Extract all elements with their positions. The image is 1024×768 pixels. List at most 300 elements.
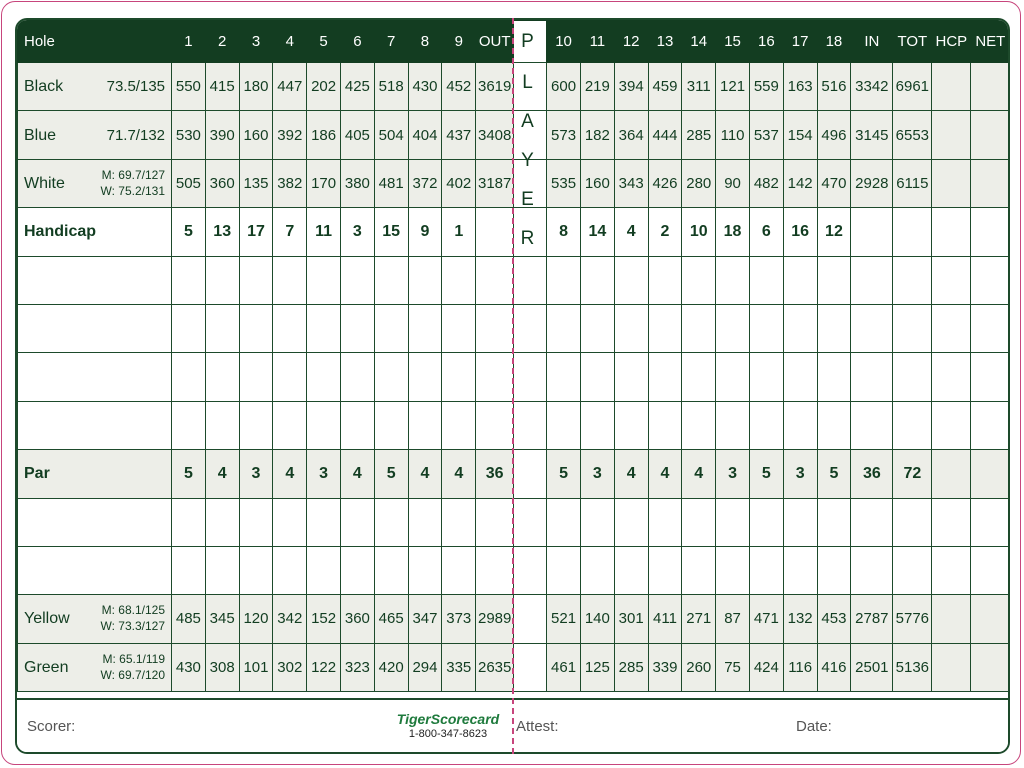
yardage-cell: 550 bbox=[172, 62, 206, 111]
yardage-cell: 453 bbox=[817, 595, 851, 643]
score-cell[interactable] bbox=[851, 498, 893, 546]
yardage-cell: 280 bbox=[682, 159, 716, 207]
hcp-cell[interactable] bbox=[932, 111, 971, 159]
score-cell[interactable] bbox=[408, 304, 442, 352]
yardage-cell: 559 bbox=[749, 62, 783, 111]
yardage-cell: 160 bbox=[239, 111, 273, 159]
score-cell[interactable] bbox=[783, 304, 817, 352]
score-cell[interactable] bbox=[932, 304, 971, 352]
score-cell[interactable] bbox=[932, 401, 971, 449]
score-cell[interactable] bbox=[205, 401, 239, 449]
player-name-cell[interactable] bbox=[18, 546, 172, 594]
score-cell[interactable] bbox=[172, 304, 206, 352]
score-cell[interactable] bbox=[749, 401, 783, 449]
score-cell[interactable] bbox=[476, 498, 514, 546]
score-cell[interactable] bbox=[205, 498, 239, 546]
par-label: Par bbox=[18, 450, 172, 498]
score-cell[interactable] bbox=[273, 401, 307, 449]
yardage-cell: 271 bbox=[682, 595, 716, 643]
score-cell[interactable] bbox=[648, 546, 682, 594]
score-cell[interactable] bbox=[307, 546, 341, 594]
hcp-label: HCP bbox=[932, 21, 971, 63]
par-cell: 5 bbox=[749, 450, 783, 498]
yardage-cell: 430 bbox=[172, 643, 206, 691]
score-cell[interactable] bbox=[716, 256, 750, 304]
tee-label bbox=[18, 159, 172, 207]
yardage-cell: 294 bbox=[408, 643, 442, 691]
par-cell: 5 bbox=[172, 450, 206, 498]
yardage-cell: 382 bbox=[273, 159, 307, 207]
score-cell[interactable] bbox=[476, 304, 514, 352]
score-cell[interactable] bbox=[374, 304, 408, 352]
score-cell[interactable] bbox=[783, 353, 817, 401]
par-cell: 5 bbox=[817, 450, 851, 498]
score-cell[interactable] bbox=[971, 498, 1010, 546]
hole-number: 16 bbox=[749, 21, 783, 63]
player-name-cell[interactable] bbox=[18, 256, 172, 304]
score-cell[interactable] bbox=[205, 546, 239, 594]
score-cell[interactable] bbox=[648, 304, 682, 352]
score-cell[interactable] bbox=[374, 256, 408, 304]
score-cell[interactable] bbox=[476, 353, 514, 401]
yardage-cell: 470 bbox=[817, 159, 851, 207]
yardage-cell: 116 bbox=[783, 643, 817, 691]
score-cell[interactable] bbox=[749, 256, 783, 304]
yardage-cell: 339 bbox=[648, 643, 682, 691]
tee-label bbox=[18, 62, 172, 111]
score-cell[interactable] bbox=[716, 546, 750, 594]
score-cell[interactable] bbox=[340, 256, 374, 304]
score-cell[interactable] bbox=[172, 353, 206, 401]
score-cell[interactable] bbox=[442, 401, 476, 449]
score-cell[interactable] bbox=[172, 401, 206, 449]
in-yardage: 2787 bbox=[851, 595, 893, 643]
hcp-cell[interactable] bbox=[932, 159, 971, 207]
hole-number: 9 bbox=[442, 21, 476, 63]
score-cell[interactable] bbox=[273, 498, 307, 546]
yardage-cell: 485 bbox=[172, 595, 206, 643]
yardage-cell: 360 bbox=[205, 159, 239, 207]
score-cell[interactable] bbox=[408, 401, 442, 449]
in-yardage: 2928 bbox=[851, 159, 893, 207]
score-cell[interactable] bbox=[648, 498, 682, 546]
total-yardage: 6115 bbox=[893, 159, 932, 207]
out-yardage: 3619 bbox=[476, 62, 514, 111]
handicap-cell: 9 bbox=[408, 208, 442, 256]
yardage-cell: 182 bbox=[580, 111, 614, 159]
score-cell[interactable] bbox=[716, 353, 750, 401]
yardage-cell: 573 bbox=[547, 111, 581, 159]
attest-label: Attest: bbox=[516, 718, 559, 735]
score-cell[interactable] bbox=[893, 498, 932, 546]
player-column bbox=[514, 643, 547, 691]
score-cell[interactable] bbox=[682, 498, 716, 546]
score-cell[interactable] bbox=[307, 304, 341, 352]
score-cell[interactable] bbox=[893, 353, 932, 401]
handicap-cell: 7 bbox=[273, 208, 307, 256]
rating-slope: W: 69.7/120 bbox=[100, 667, 165, 682]
score-cell[interactable] bbox=[971, 353, 1010, 401]
par-cell: 5 bbox=[547, 450, 581, 498]
handicap-cell: 5 bbox=[172, 208, 206, 256]
net-cell[interactable] bbox=[971, 595, 1010, 643]
yardage-cell: 380 bbox=[340, 159, 374, 207]
hole-number: 10 bbox=[547, 21, 581, 63]
handicap-cell: 11 bbox=[307, 208, 341, 256]
score-cell[interactable] bbox=[307, 498, 341, 546]
net-cell[interactable] bbox=[971, 450, 1010, 498]
date-label: Date: bbox=[796, 718, 832, 735]
in-yardage: 2501 bbox=[851, 643, 893, 691]
score-cell[interactable] bbox=[239, 304, 273, 352]
rating-slope: W: 75.2/131 bbox=[100, 183, 165, 198]
par-cell: 3 bbox=[239, 450, 273, 498]
score-cell[interactable] bbox=[648, 256, 682, 304]
yardage-cell: 87 bbox=[716, 595, 750, 643]
score-cell[interactable] bbox=[614, 546, 648, 594]
score-cell[interactable] bbox=[205, 256, 239, 304]
out-label: OUT bbox=[476, 21, 514, 63]
yardage-cell: 411 bbox=[648, 595, 682, 643]
tee-name: White bbox=[24, 174, 65, 192]
score-cell[interactable] bbox=[547, 353, 581, 401]
score-cell[interactable] bbox=[340, 498, 374, 546]
score-cell[interactable] bbox=[971, 256, 1010, 304]
score-cell[interactable] bbox=[547, 256, 581, 304]
yardage-cell: 459 bbox=[648, 62, 682, 111]
par-cell: 4 bbox=[442, 450, 476, 498]
rating-slope: 73.5/135 bbox=[106, 78, 165, 96]
yardage-cell: 135 bbox=[239, 159, 273, 207]
score-cell[interactable] bbox=[749, 498, 783, 546]
score-cell[interactable] bbox=[817, 304, 851, 352]
score-cell[interactable] bbox=[239, 498, 273, 546]
player-column bbox=[514, 595, 547, 643]
yardage-cell: 301 bbox=[614, 595, 648, 643]
score-cell[interactable] bbox=[682, 546, 716, 594]
score-cell[interactable] bbox=[749, 546, 783, 594]
handicap-cell: 2 bbox=[648, 208, 682, 256]
score-cell[interactable] bbox=[172, 498, 206, 546]
handicap-cell: 3 bbox=[340, 208, 374, 256]
score-cell[interactable] bbox=[851, 256, 893, 304]
par-cell: 4 bbox=[648, 450, 682, 498]
yardage-cell: 425 bbox=[340, 62, 374, 111]
score-cell[interactable] bbox=[893, 304, 932, 352]
score-cell[interactable] bbox=[273, 304, 307, 352]
in-label: IN bbox=[851, 21, 893, 63]
score-cell[interactable] bbox=[614, 304, 648, 352]
hole-number: 17 bbox=[783, 21, 817, 63]
par-out: 36 bbox=[476, 450, 514, 498]
score-cell[interactable] bbox=[971, 546, 1010, 594]
handicap-cell: 18 bbox=[716, 208, 750, 256]
score-cell[interactable] bbox=[817, 353, 851, 401]
yardage-cell: 364 bbox=[614, 111, 648, 159]
par-cell: 3 bbox=[783, 450, 817, 498]
score-cell[interactable] bbox=[205, 353, 239, 401]
score-cell[interactable] bbox=[614, 353, 648, 401]
score-cell[interactable] bbox=[307, 256, 341, 304]
player-letter: L bbox=[522, 72, 533, 93]
yardage-cell: 302 bbox=[273, 643, 307, 691]
yardage-cell: 342 bbox=[273, 595, 307, 643]
hole-number: 11 bbox=[580, 21, 614, 63]
tot-label: TOT bbox=[893, 21, 932, 63]
score-cell[interactable] bbox=[273, 353, 307, 401]
score-cell[interactable] bbox=[614, 256, 648, 304]
hole-number: 12 bbox=[614, 21, 648, 63]
score-cell[interactable] bbox=[817, 498, 851, 546]
score-cell[interactable] bbox=[851, 401, 893, 449]
score-cell[interactable] bbox=[442, 546, 476, 594]
hole-number: 1 bbox=[172, 21, 206, 63]
score-cell[interactable] bbox=[547, 498, 581, 546]
par-cell: 3 bbox=[580, 450, 614, 498]
rating-slope: W: 73.3/127 bbox=[100, 619, 165, 634]
yardage-cell: 373 bbox=[442, 595, 476, 643]
handicap-cell: 16 bbox=[783, 208, 817, 256]
player-letter: P bbox=[521, 31, 534, 52]
tee-label bbox=[18, 595, 172, 643]
score-cell[interactable] bbox=[374, 401, 408, 449]
hole-number: 15 bbox=[716, 21, 750, 63]
score-cell[interactable] bbox=[716, 401, 750, 449]
par-tot: 72 bbox=[893, 450, 932, 498]
score-cell[interactable] bbox=[580, 256, 614, 304]
blank-cell bbox=[893, 208, 932, 256]
score-cell[interactable] bbox=[971, 304, 1010, 352]
score-cell[interactable] bbox=[374, 353, 408, 401]
handicap-cell: 15 bbox=[374, 208, 408, 256]
yardage-cell: 132 bbox=[783, 595, 817, 643]
score-cell[interactable] bbox=[273, 546, 307, 594]
score-cell[interactable] bbox=[172, 256, 206, 304]
player-name-cell[interactable] bbox=[18, 401, 172, 449]
total-yardage: 5136 bbox=[893, 643, 932, 691]
yardage-cell: 482 bbox=[749, 159, 783, 207]
score-cell[interactable] bbox=[716, 498, 750, 546]
yardage-cell: 219 bbox=[580, 62, 614, 111]
handicap-cell: 8 bbox=[547, 208, 581, 256]
handicap-cell: 14 bbox=[580, 208, 614, 256]
score-cell[interactable] bbox=[783, 546, 817, 594]
score-cell[interactable] bbox=[971, 401, 1010, 449]
yardage-cell: 444 bbox=[648, 111, 682, 159]
score-cell[interactable] bbox=[893, 256, 932, 304]
yardage-cell: 285 bbox=[614, 643, 648, 691]
score-cell[interactable] bbox=[172, 546, 206, 594]
hole-label: Hole bbox=[18, 21, 172, 63]
net-cell[interactable] bbox=[971, 62, 1010, 111]
score-cell[interactable] bbox=[749, 304, 783, 352]
yardage-cell: 461 bbox=[547, 643, 581, 691]
score-cell[interactable] bbox=[442, 353, 476, 401]
tee-name: Blue bbox=[24, 126, 57, 144]
score-cell[interactable] bbox=[716, 304, 750, 352]
score-cell[interactable] bbox=[932, 353, 971, 401]
par-cell: 4 bbox=[340, 450, 374, 498]
score-cell[interactable] bbox=[374, 546, 408, 594]
score-cell[interactable] bbox=[442, 304, 476, 352]
score-cell[interactable] bbox=[547, 401, 581, 449]
score-cell[interactable] bbox=[580, 401, 614, 449]
score-cell[interactable] bbox=[239, 256, 273, 304]
yardage-cell: 323 bbox=[340, 643, 374, 691]
yardage-cell: 140 bbox=[580, 595, 614, 643]
player-name-cell[interactable] bbox=[18, 304, 172, 352]
score-cell[interactable] bbox=[682, 256, 716, 304]
yardage-cell: 347 bbox=[408, 595, 442, 643]
score-cell[interactable] bbox=[893, 546, 932, 594]
score-cell[interactable] bbox=[239, 546, 273, 594]
net-cell[interactable] bbox=[971, 111, 1010, 159]
score-cell[interactable] bbox=[851, 546, 893, 594]
score-cell[interactable] bbox=[408, 256, 442, 304]
par-in: 36 bbox=[851, 450, 893, 498]
score-cell[interactable] bbox=[340, 401, 374, 449]
net-cell[interactable] bbox=[971, 159, 1010, 207]
player-column bbox=[514, 498, 547, 546]
tee-name: Black bbox=[24, 78, 64, 96]
hcp-cell[interactable] bbox=[932, 643, 971, 691]
hole-number: 18 bbox=[817, 21, 851, 63]
score-cell[interactable] bbox=[340, 546, 374, 594]
score-cell[interactable] bbox=[340, 353, 374, 401]
yardage-cell: 430 bbox=[408, 62, 442, 111]
in-yardage: 3342 bbox=[851, 62, 893, 111]
tee-label bbox=[18, 643, 172, 691]
yardage-cell: 142 bbox=[783, 159, 817, 207]
handicap-cell: 1 bbox=[442, 208, 476, 256]
out-yardage: 3408 bbox=[476, 111, 514, 159]
yardage-cell: 372 bbox=[408, 159, 442, 207]
score-cell[interactable] bbox=[580, 546, 614, 594]
score-cell[interactable] bbox=[749, 353, 783, 401]
score-cell[interactable] bbox=[682, 304, 716, 352]
yardage-cell: 452 bbox=[442, 62, 476, 111]
out-yardage: 2635 bbox=[476, 643, 514, 691]
handicap-cell: 12 bbox=[817, 208, 851, 256]
score-cell[interactable] bbox=[476, 401, 514, 449]
score-cell[interactable] bbox=[932, 546, 971, 594]
rating-slope: 71.7/132 bbox=[106, 126, 165, 144]
total-yardage: 5776 bbox=[893, 595, 932, 643]
score-cell[interactable] bbox=[580, 353, 614, 401]
score-cell[interactable] bbox=[442, 256, 476, 304]
yardage-cell: 504 bbox=[374, 111, 408, 159]
score-cell[interactable] bbox=[580, 304, 614, 352]
yardage-cell: 447 bbox=[273, 62, 307, 111]
out-yardage: 3187 bbox=[476, 159, 514, 207]
yardage-cell: 404 bbox=[408, 111, 442, 159]
score-cell[interactable] bbox=[893, 401, 932, 449]
yardage-cell: 521 bbox=[547, 595, 581, 643]
player-letter: E bbox=[521, 189, 534, 210]
score-cell[interactable] bbox=[682, 401, 716, 449]
score-cell[interactable] bbox=[851, 353, 893, 401]
score-cell[interactable] bbox=[205, 304, 239, 352]
score-cell[interactable] bbox=[476, 546, 514, 594]
hole-number: 7 bbox=[374, 21, 408, 63]
yardage-cell: 405 bbox=[340, 111, 374, 159]
score-cell[interactable] bbox=[547, 304, 581, 352]
score-cell[interactable] bbox=[817, 546, 851, 594]
score-cell[interactable] bbox=[817, 401, 851, 449]
score-cell[interactable] bbox=[408, 498, 442, 546]
yardage-cell: 505 bbox=[172, 159, 206, 207]
score-cell[interactable] bbox=[851, 304, 893, 352]
score-cell[interactable] bbox=[442, 498, 476, 546]
hole-number: 3 bbox=[239, 21, 273, 63]
player-letter: R bbox=[520, 228, 535, 249]
score-cell[interactable] bbox=[340, 304, 374, 352]
score-cell[interactable] bbox=[648, 401, 682, 449]
score-cell[interactable] bbox=[307, 353, 341, 401]
score-cell[interactable] bbox=[817, 256, 851, 304]
handicap-label: Handicap bbox=[18, 208, 172, 256]
par-cell: 4 bbox=[682, 450, 716, 498]
score-cell[interactable] bbox=[307, 401, 341, 449]
yardage-cell: 402 bbox=[442, 159, 476, 207]
player-column bbox=[514, 450, 547, 498]
blank-cell bbox=[851, 208, 893, 256]
yardage-cell: 308 bbox=[205, 643, 239, 691]
yardage-cell: 496 bbox=[817, 111, 851, 159]
score-cell[interactable] bbox=[408, 353, 442, 401]
score-cell[interactable] bbox=[239, 401, 273, 449]
score-cell[interactable] bbox=[374, 498, 408, 546]
total-yardage: 6961 bbox=[893, 62, 932, 111]
hcp-cell[interactable] bbox=[932, 62, 971, 111]
handicap-cell: 4 bbox=[614, 208, 648, 256]
yardage-cell: 345 bbox=[205, 595, 239, 643]
par-cell: 3 bbox=[307, 450, 341, 498]
score-cell[interactable] bbox=[932, 498, 971, 546]
score-cell[interactable] bbox=[273, 256, 307, 304]
score-cell[interactable] bbox=[547, 546, 581, 594]
score-cell[interactable] bbox=[476, 256, 514, 304]
hcp-cell[interactable] bbox=[932, 450, 971, 498]
score-cell[interactable] bbox=[408, 546, 442, 594]
net-cell[interactable] bbox=[971, 643, 1010, 691]
score-cell[interactable] bbox=[648, 353, 682, 401]
score-cell[interactable] bbox=[932, 256, 971, 304]
score-cell[interactable] bbox=[682, 353, 716, 401]
score-cell[interactable] bbox=[783, 498, 817, 546]
logo-name: TigerScorecard bbox=[396, 711, 500, 727]
score-cell[interactable] bbox=[614, 401, 648, 449]
yardage-cell: 392 bbox=[273, 111, 307, 159]
yardage-cell: 101 bbox=[239, 643, 273, 691]
score-cell[interactable] bbox=[783, 256, 817, 304]
scorer-label: Scorer: bbox=[27, 718, 76, 735]
player-name-cell[interactable] bbox=[18, 353, 172, 401]
score-cell[interactable] bbox=[580, 498, 614, 546]
score-cell[interactable] bbox=[239, 353, 273, 401]
in-yardage: 3145 bbox=[851, 111, 893, 159]
tee-name: Yellow bbox=[24, 610, 70, 628]
hcp-cell[interactable] bbox=[932, 595, 971, 643]
rating-slope: M: 69.7/127 bbox=[101, 167, 165, 182]
yardage-cell: 285 bbox=[682, 111, 716, 159]
tee-name: Green bbox=[24, 658, 69, 676]
player-name-cell[interactable] bbox=[18, 498, 172, 546]
yardage-cell: 360 bbox=[340, 595, 374, 643]
score-cell[interactable] bbox=[614, 498, 648, 546]
score-cell[interactable] bbox=[783, 401, 817, 449]
yardage-cell: 471 bbox=[749, 595, 783, 643]
